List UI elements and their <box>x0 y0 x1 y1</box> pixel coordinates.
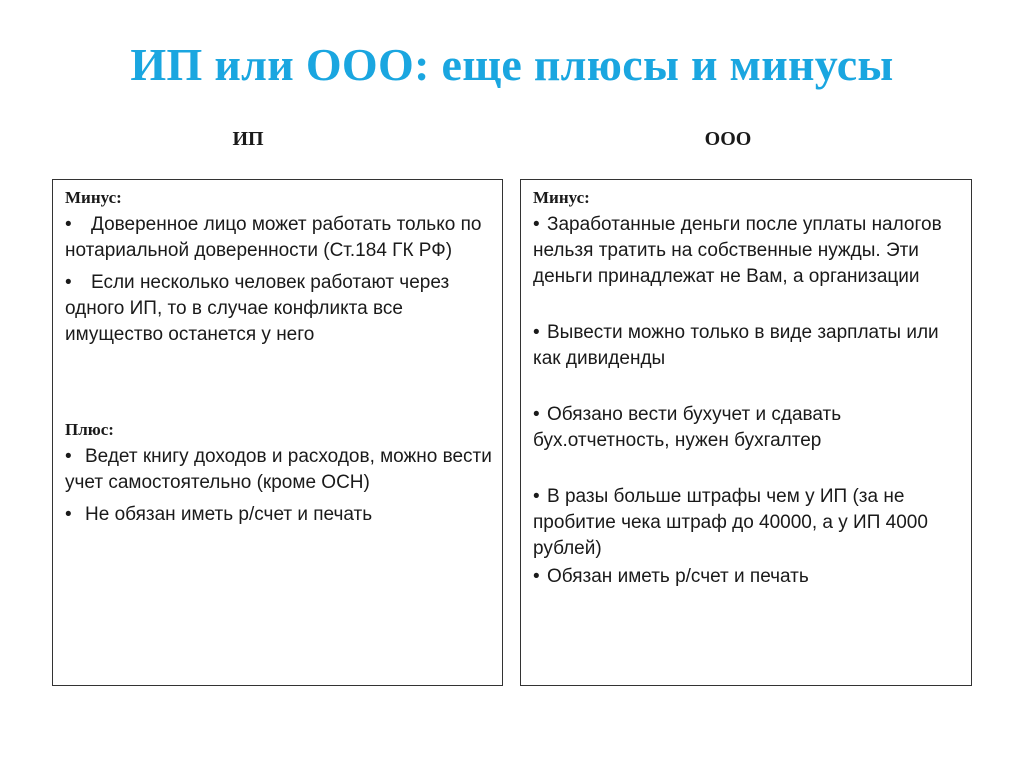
bullet-icon: • <box>65 272 72 293</box>
bullet-icon: • <box>533 322 540 343</box>
list-item <box>533 564 961 590</box>
bullet-icon: • <box>65 504 72 525</box>
list-item-text: Если несколько человек работают через одного ИП, то в случае конфликта все имущество останется у него <box>65 272 450 345</box>
list-item <box>65 270 492 348</box>
list-item <box>533 402 961 454</box>
ip-minus-label: Минус: <box>65 188 122 207</box>
list-item-text: В разы больше штрафы чем у ИП (за не пробитие чека штраф до 40000, а у ИП 4000 рублей) <box>533 486 928 559</box>
list-item <box>65 212 492 264</box>
list-item-text: Обязано вести бухучет и сдавать бух.отчетность, нужен бухгалтер <box>533 404 842 451</box>
list-item <box>533 484 961 562</box>
ooo-box <box>520 179 972 686</box>
ip-plus-label: Плюс: <box>65 420 114 439</box>
list-item <box>533 212 961 290</box>
list-item <box>533 320 961 372</box>
ooo-minus-label: Минус: <box>533 188 590 207</box>
list-item-text: Ведет книгу доходов и расходов, можно вести учет самостоятельно (кроме ОСН) <box>65 446 492 493</box>
list-item-text: Доверенное лицо может работать только по нотариальной доверенности (Ст.184 ГК РФ) <box>65 214 482 261</box>
bullet-icon: • <box>533 566 540 587</box>
ip-box <box>52 179 503 686</box>
list-item-text: Заработанные деньги после уплаты налогов нельзя тратить на собственные нужды. Эти деньги принадлежат не Вам, а организации <box>533 214 942 287</box>
bullet-icon: • <box>533 214 540 235</box>
list-item-text: Вывести можно только в виде зарплаты или как дивиденды <box>533 322 939 369</box>
list-item <box>65 444 492 496</box>
list-item <box>65 502 492 528</box>
column-header-ooo: ООО <box>704 128 752 150</box>
list-item-text: Не обязан иметь р/счет и печать <box>85 504 373 525</box>
column-header-ip: ИП <box>232 128 264 150</box>
bullet-icon: • <box>533 486 540 507</box>
bullet-icon: • <box>533 404 540 425</box>
page-title: ИП или ООО: еще плюсы и минусы <box>130 39 894 90</box>
bullet-icon: • <box>65 446 72 467</box>
list-item-text: Обязан иметь р/счет и печать <box>547 566 809 587</box>
bullet-icon: • <box>65 214 72 235</box>
